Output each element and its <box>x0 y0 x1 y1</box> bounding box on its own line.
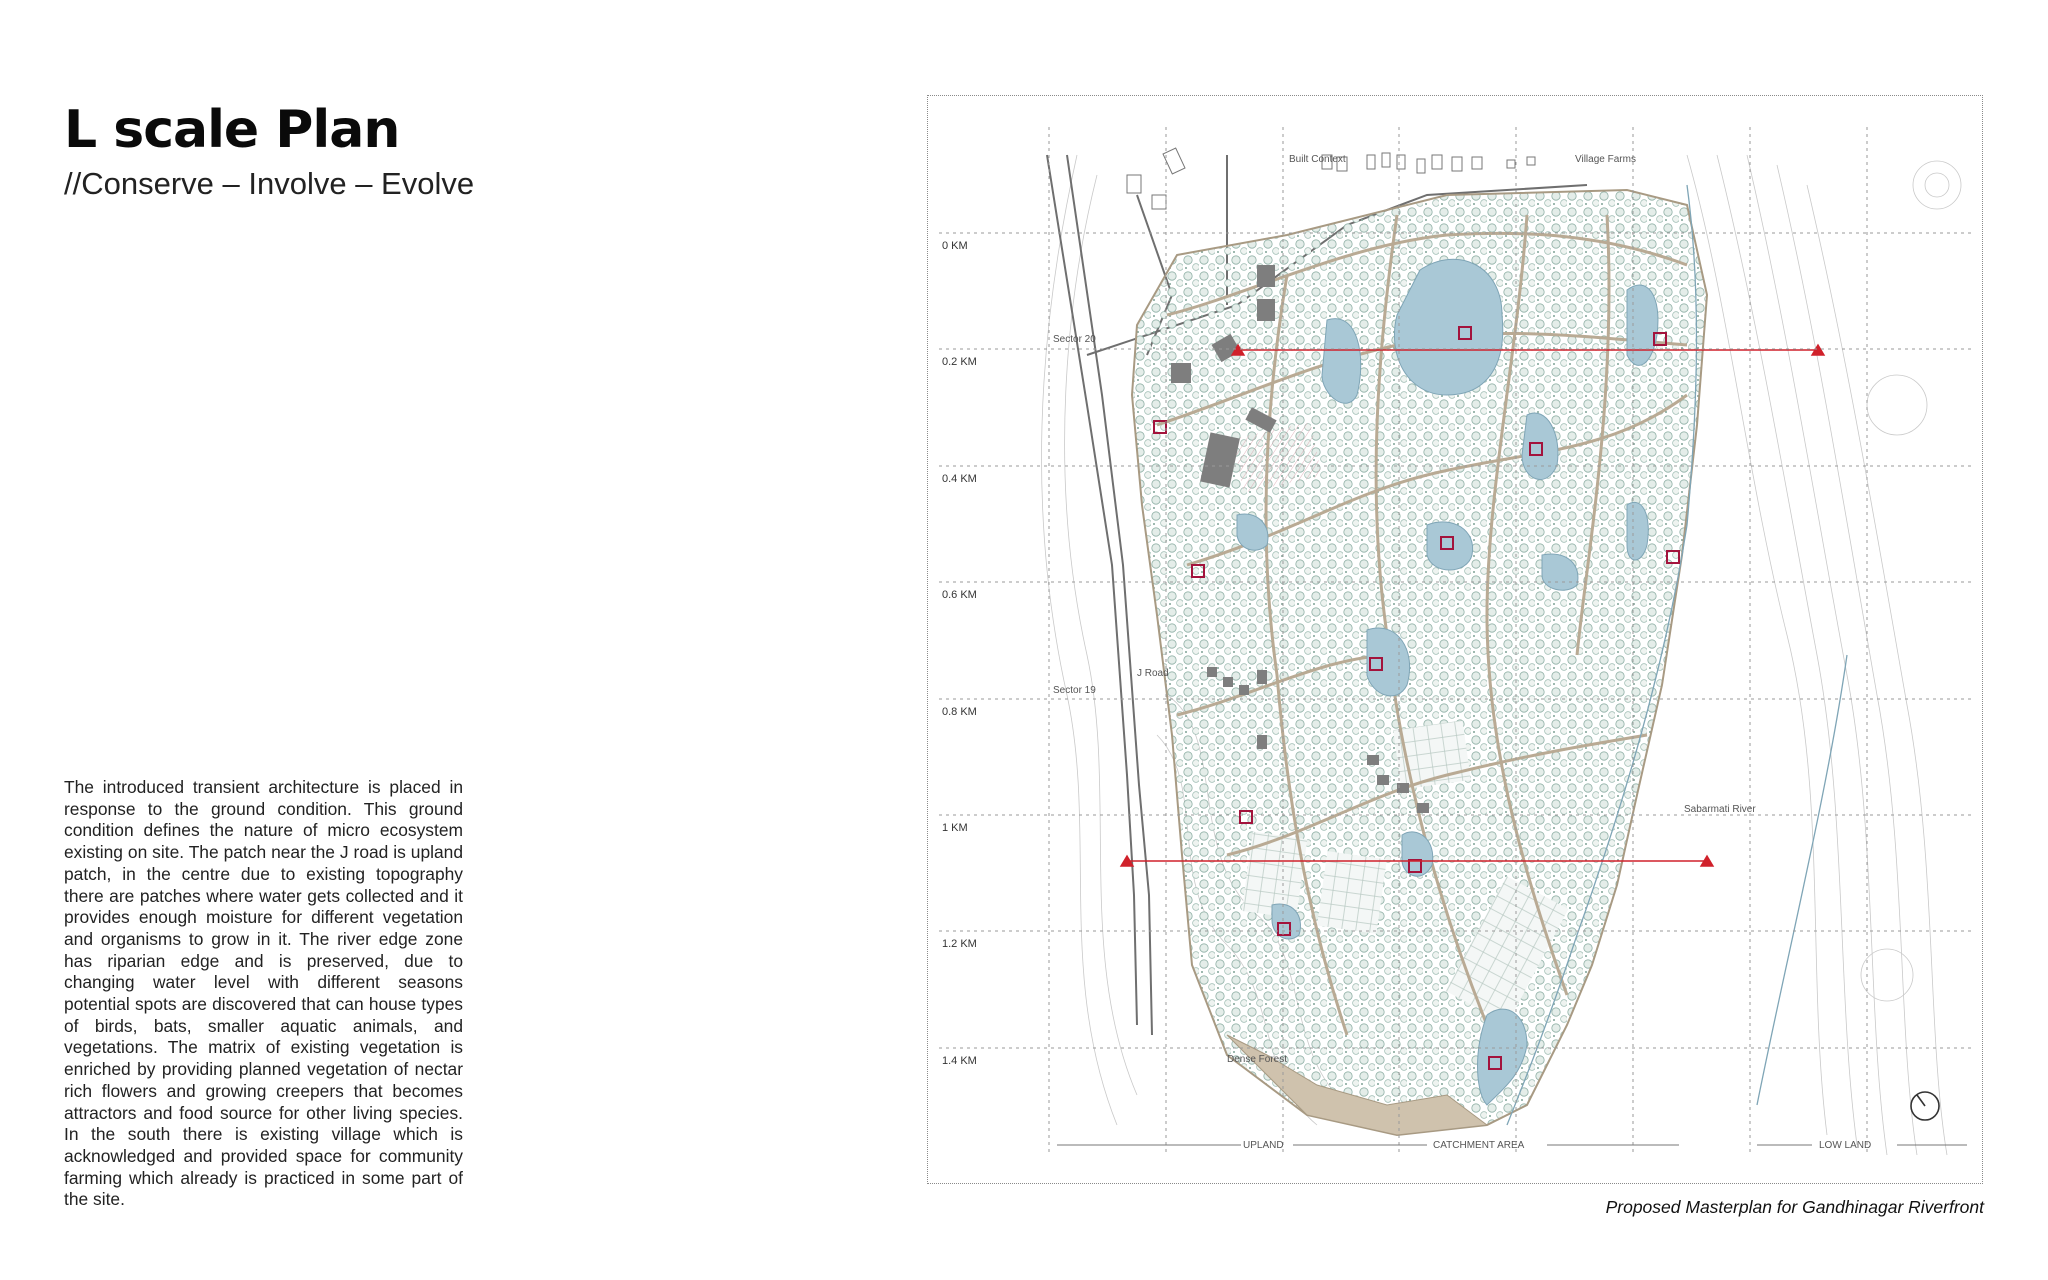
north-arrow-icon <box>1911 1092 1939 1120</box>
sector-20-label: Sector 20 <box>1053 334 1096 345</box>
scale-label: 0 KM <box>942 240 968 252</box>
scale-label: 1.2 KM <box>942 938 977 950</box>
upland-zone-label: UPLAND <box>1243 1140 1284 1151</box>
masterplan-drawing <box>927 95 1983 1184</box>
sabarmati-river-label: Sabarmati River <box>1684 804 1756 815</box>
scale-label: 1 KM <box>942 822 968 834</box>
j-road-label: J Road <box>1137 668 1169 679</box>
scale-label: 1.4 KM <box>942 1055 977 1067</box>
plan-caption: Proposed Masterplan for Gandhinagar Riverfront <box>1605 1197 1984 1217</box>
scale-label: 0.2 KM <box>942 356 977 368</box>
sector-19-label: Sector 19 <box>1053 685 1096 696</box>
village-farms-label: Village Farms <box>1575 154 1636 165</box>
dense-forest-label: Dense Forest <box>1227 1054 1288 1065</box>
built-context-label: Built Context <box>1289 154 1346 165</box>
catchment-zone-label: CATCHMENT AREA <box>1433 1140 1525 1151</box>
page-title: L scale Plan <box>64 100 400 160</box>
scale-label: 0.4 KM <box>942 473 977 485</box>
scale-labels <box>942 240 977 1067</box>
scale-label: 0.6 KM <box>942 589 977 601</box>
farm-plots-2 <box>1317 851 1387 934</box>
lowland-zone-label: LOW LAND <box>1819 1140 1872 1151</box>
description-paragraph: The introduced transient architecture is placed in response to the ground condition. This ground condition defines the nature of micro ecosystem existing on site. The patch near the J road is upland patch, in the centre due to existing topography there are patches where water gets collected and it provides enough moisture for different vegetation and organisms to grow in it. The river edge zone has riparian edge and is preserved, due to changing water level with different seasons potential spots are discovered that can house types of birds, bats, smaller aquatic animals, and vegetations. The matrix of existing vegetation is enriched by providing planned vegetation of nectar rich flowers and growing creepers that becomes attractors and food source for other living species. In the south there is existing village which is acknowledged and provided space for community farming which already is practiced in some part of the site. <box>64 777 463 1210</box>
page-subtitle: //Conserve – Involve – Evolve <box>64 166 475 201</box>
scale-label: 0.8 KM <box>942 706 977 718</box>
